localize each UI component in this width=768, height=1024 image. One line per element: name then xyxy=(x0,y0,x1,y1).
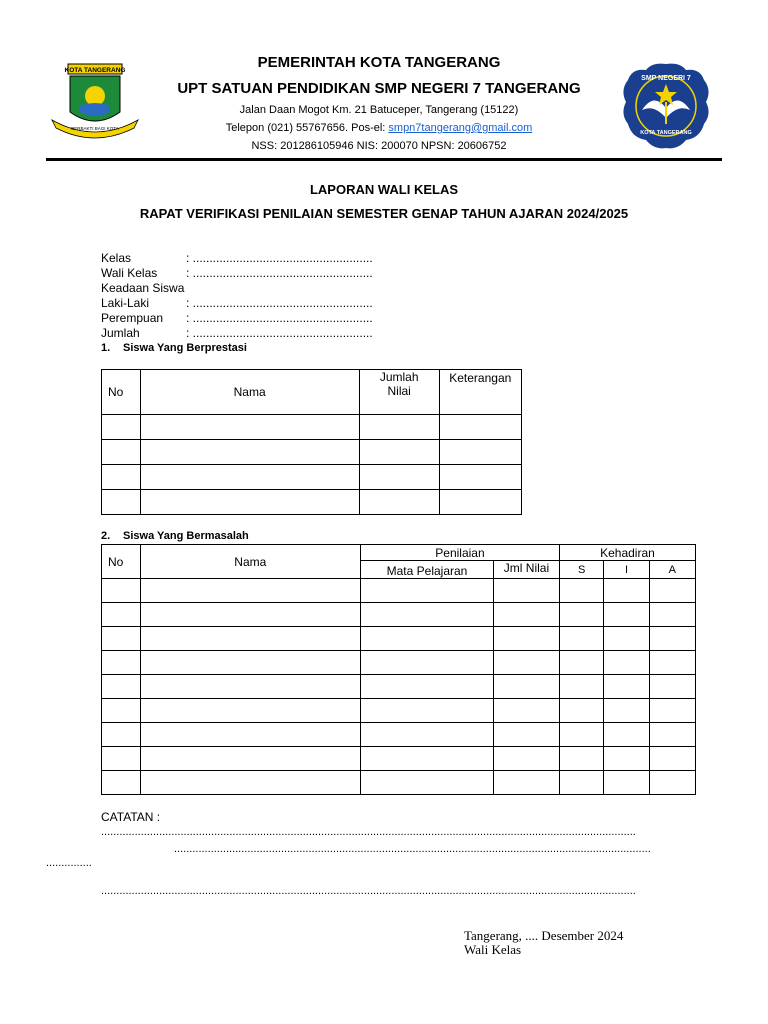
table-cell[interactable] xyxy=(140,440,359,465)
field-wali-kelas-label: Wali Kelas xyxy=(101,266,158,280)
table-cell[interactable] xyxy=(559,675,603,699)
achievers-col-jumlah-1: Jumlah xyxy=(379,370,419,384)
table-cell[interactable] xyxy=(559,699,603,723)
table-cell[interactable] xyxy=(559,723,603,747)
city-logo-text: KOTA TANGERANG xyxy=(64,67,126,74)
problem-table-header-top xyxy=(102,545,696,561)
table-row xyxy=(102,490,522,515)
table-cell[interactable] xyxy=(604,579,649,603)
catatan-label: CATATAN : xyxy=(101,810,161,824)
header-address: Jalan Daan Mogot Km. 21 Batuceper, Tangerang (15122) xyxy=(239,104,519,116)
table-cell[interactable] xyxy=(439,440,521,465)
table-cell[interactable] xyxy=(360,579,493,603)
table-cell[interactable] xyxy=(604,675,649,699)
table-cell[interactable] xyxy=(102,651,141,675)
table-cell[interactable] xyxy=(649,603,695,627)
table-row xyxy=(102,603,696,627)
field-laki-laki xyxy=(101,296,373,311)
section1-title: Siswa Yang Berprestasi xyxy=(123,342,247,354)
header-school: UPT SATUAN PENDIDIKAN SMP NEGERI 7 TANGERANG xyxy=(177,80,581,97)
table-cell[interactable] xyxy=(140,651,360,675)
table-cell[interactable] xyxy=(649,771,695,795)
table-cell[interactable] xyxy=(140,603,360,627)
table-cell[interactable] xyxy=(102,675,141,699)
field-kelas xyxy=(101,251,373,266)
field-perempuan-label: Perempuan xyxy=(101,311,164,325)
table-cell[interactable] xyxy=(649,699,695,723)
table-cell[interactable] xyxy=(360,603,493,627)
table-cell[interactable] xyxy=(102,415,141,440)
table-cell[interactable] xyxy=(102,490,141,515)
table-cell[interactable] xyxy=(604,723,649,747)
table-cell[interactable] xyxy=(140,415,359,440)
table-row xyxy=(102,771,696,795)
field-laki-laki-label: Laki-Laki xyxy=(101,296,150,310)
table-cell[interactable] xyxy=(102,440,141,465)
report-title: LAPORAN WALI KELAS xyxy=(309,182,459,197)
achievers-col-jumlah-2: Nilai xyxy=(387,384,411,398)
problem-col-nama: Nama xyxy=(140,545,360,579)
table-cell[interactable] xyxy=(360,675,493,699)
problem-col-i: I xyxy=(604,561,649,579)
table-cell[interactable] xyxy=(102,723,141,747)
city-logo xyxy=(50,62,140,142)
table-cell[interactable] xyxy=(559,651,603,675)
problem-col-a: A xyxy=(649,561,695,579)
table-cell[interactable] xyxy=(604,699,649,723)
table-cell[interactable] xyxy=(493,675,559,699)
table-cell[interactable] xyxy=(493,699,559,723)
problem-table xyxy=(101,544,696,795)
field-perempuan xyxy=(101,311,373,326)
school-logo xyxy=(620,62,712,150)
table-cell[interactable] xyxy=(559,747,603,771)
achievers-col-keterangan: Keterangan xyxy=(439,370,521,415)
field-jumlah xyxy=(101,326,373,341)
field-wali-kelas-blank: : ...................................................... xyxy=(186,266,373,280)
table-cell[interactable] xyxy=(493,747,559,771)
section2-heading xyxy=(101,530,249,542)
report-subtitle: RAPAT VERIFIKASI PENILAIAN SEMESTER GENAP TAHUN AJARAN 2024/2025 xyxy=(139,206,629,221)
table-cell[interactable] xyxy=(102,579,141,603)
problem-col-s: S xyxy=(559,561,603,579)
table-row xyxy=(102,415,522,440)
field-wali-kelas xyxy=(101,266,373,281)
signature-role: Wali Kelas xyxy=(464,942,522,957)
table-cell[interactable] xyxy=(649,579,695,603)
table-row xyxy=(102,440,522,465)
table-row xyxy=(102,675,696,699)
table-cell[interactable] xyxy=(140,627,360,651)
table-row xyxy=(102,747,696,771)
table-cell[interactable] xyxy=(102,771,141,795)
table-cell[interactable] xyxy=(493,627,559,651)
table-cell[interactable] xyxy=(604,627,649,651)
school-logo-bottom-text: KOTA TANGERANG xyxy=(640,130,692,136)
problem-col-jml: Jml Nilai xyxy=(493,561,559,579)
table-cell[interactable] xyxy=(360,723,493,747)
table-cell[interactable] xyxy=(140,699,360,723)
table-cell[interactable] xyxy=(102,603,141,627)
table-cell[interactable] xyxy=(360,747,493,771)
section1-heading xyxy=(101,342,247,354)
header-email-link[interactable]: smpn7tangerang@gmail.com xyxy=(388,122,533,134)
table-cell[interactable] xyxy=(493,603,559,627)
field-perempuan-blank: : ...................................................... xyxy=(186,311,373,325)
school-logo-top-text: SMP NEGERI 7 xyxy=(641,75,691,82)
table-cell[interactable] xyxy=(360,627,493,651)
table-cell[interactable] xyxy=(140,723,360,747)
table-cell[interactable] xyxy=(439,490,521,515)
problem-col-kehadiran: Kehadiran xyxy=(559,545,695,561)
section2-title: Siswa Yang Bermasalah xyxy=(123,530,249,542)
table-cell[interactable] xyxy=(360,699,493,723)
achievers-table xyxy=(101,369,522,515)
field-keadaan-siswa xyxy=(101,281,184,296)
table-cell[interactable] xyxy=(439,415,521,440)
table-cell[interactable] xyxy=(559,771,603,795)
table-row xyxy=(102,699,696,723)
table-cell[interactable] xyxy=(604,603,649,627)
catatan-line-3: ............... xyxy=(46,857,92,869)
field-kelas-blank: : ...................................................... xyxy=(186,251,373,265)
table-cell[interactable] xyxy=(493,771,559,795)
header-contact xyxy=(140,122,618,134)
signature-place-date: Tangerang, .... Desember 2024 xyxy=(464,928,624,943)
table-cell[interactable] xyxy=(140,579,360,603)
table-cell[interactable] xyxy=(102,747,141,771)
table-row xyxy=(102,465,522,490)
table-cell[interactable] xyxy=(359,490,439,515)
table-cell[interactable] xyxy=(559,603,603,627)
header-government: PEMERINTAH KOTA TANGERANG xyxy=(257,54,501,71)
achievers-col-jumlah xyxy=(359,370,439,415)
field-kelas-label: Kelas xyxy=(101,251,132,265)
table-cell[interactable] xyxy=(140,465,359,490)
problem-col-mapel: Mata Pelajaran xyxy=(360,561,493,579)
city-logo-motto: BERBAKTI BAGI KOTA xyxy=(71,126,119,131)
table-cell[interactable] xyxy=(649,651,695,675)
header-divider xyxy=(46,158,722,161)
table-cell[interactable] xyxy=(102,465,141,490)
section2-number: 2. xyxy=(101,530,111,542)
achievers-table-header xyxy=(102,370,522,415)
problem-col-penilaian: Penilaian xyxy=(360,545,559,561)
table-cell[interactable] xyxy=(649,747,695,771)
table-cell[interactable] xyxy=(604,771,649,795)
field-keadaan-siswa-label: Keadaan Siswa xyxy=(101,281,185,295)
table-cell[interactable] xyxy=(604,651,649,675)
header-phone: Telepon (021) 55767656. Pos-el: xyxy=(225,122,389,134)
catatan-line-1: ............................................................................................................................................................................... xyxy=(101,826,636,838)
table-cell[interactable] xyxy=(140,490,359,515)
table-cell[interactable] xyxy=(140,675,360,699)
table-row xyxy=(102,723,696,747)
table-cell[interactable] xyxy=(102,699,141,723)
field-jumlah-label: Jumlah xyxy=(101,326,140,340)
table-cell[interactable] xyxy=(102,627,141,651)
table-cell[interactable] xyxy=(604,747,649,771)
table-cell[interactable] xyxy=(559,627,603,651)
problem-col-no: No xyxy=(102,545,141,579)
field-laki-laki-blank: : ...................................................... xyxy=(186,296,373,310)
catatan-line-2: ............................................................................................................................................................ xyxy=(174,843,651,855)
table-cell[interactable] xyxy=(359,465,439,490)
table-cell[interactable] xyxy=(359,415,439,440)
table-cell[interactable] xyxy=(493,723,559,747)
table-cell[interactable] xyxy=(493,579,559,603)
table-row xyxy=(102,627,696,651)
table-cell[interactable] xyxy=(493,651,559,675)
table-row xyxy=(102,579,696,603)
field-jumlah-blank: : ...................................................... xyxy=(186,326,373,340)
table-cell[interactable] xyxy=(649,723,695,747)
achievers-col-nama: Nama xyxy=(140,370,359,415)
table-cell[interactable] xyxy=(360,771,493,795)
table-cell[interactable] xyxy=(140,747,360,771)
achievers-col-no: No xyxy=(102,370,141,415)
table-cell[interactable] xyxy=(359,440,439,465)
table-cell[interactable] xyxy=(360,651,493,675)
table-cell[interactable] xyxy=(649,675,695,699)
header-ids: NSS: 201286105946 NIS: 200070 NPSN: 20606752 xyxy=(251,140,507,152)
table-cell[interactable] xyxy=(439,465,521,490)
section1-number: 1. xyxy=(101,342,111,354)
table-cell[interactable] xyxy=(649,627,695,651)
catatan-line-4: ............................................................................................................................................................................... xyxy=(101,885,636,897)
table-cell[interactable] xyxy=(140,771,360,795)
table-row xyxy=(102,651,696,675)
table-cell[interactable] xyxy=(559,579,603,603)
